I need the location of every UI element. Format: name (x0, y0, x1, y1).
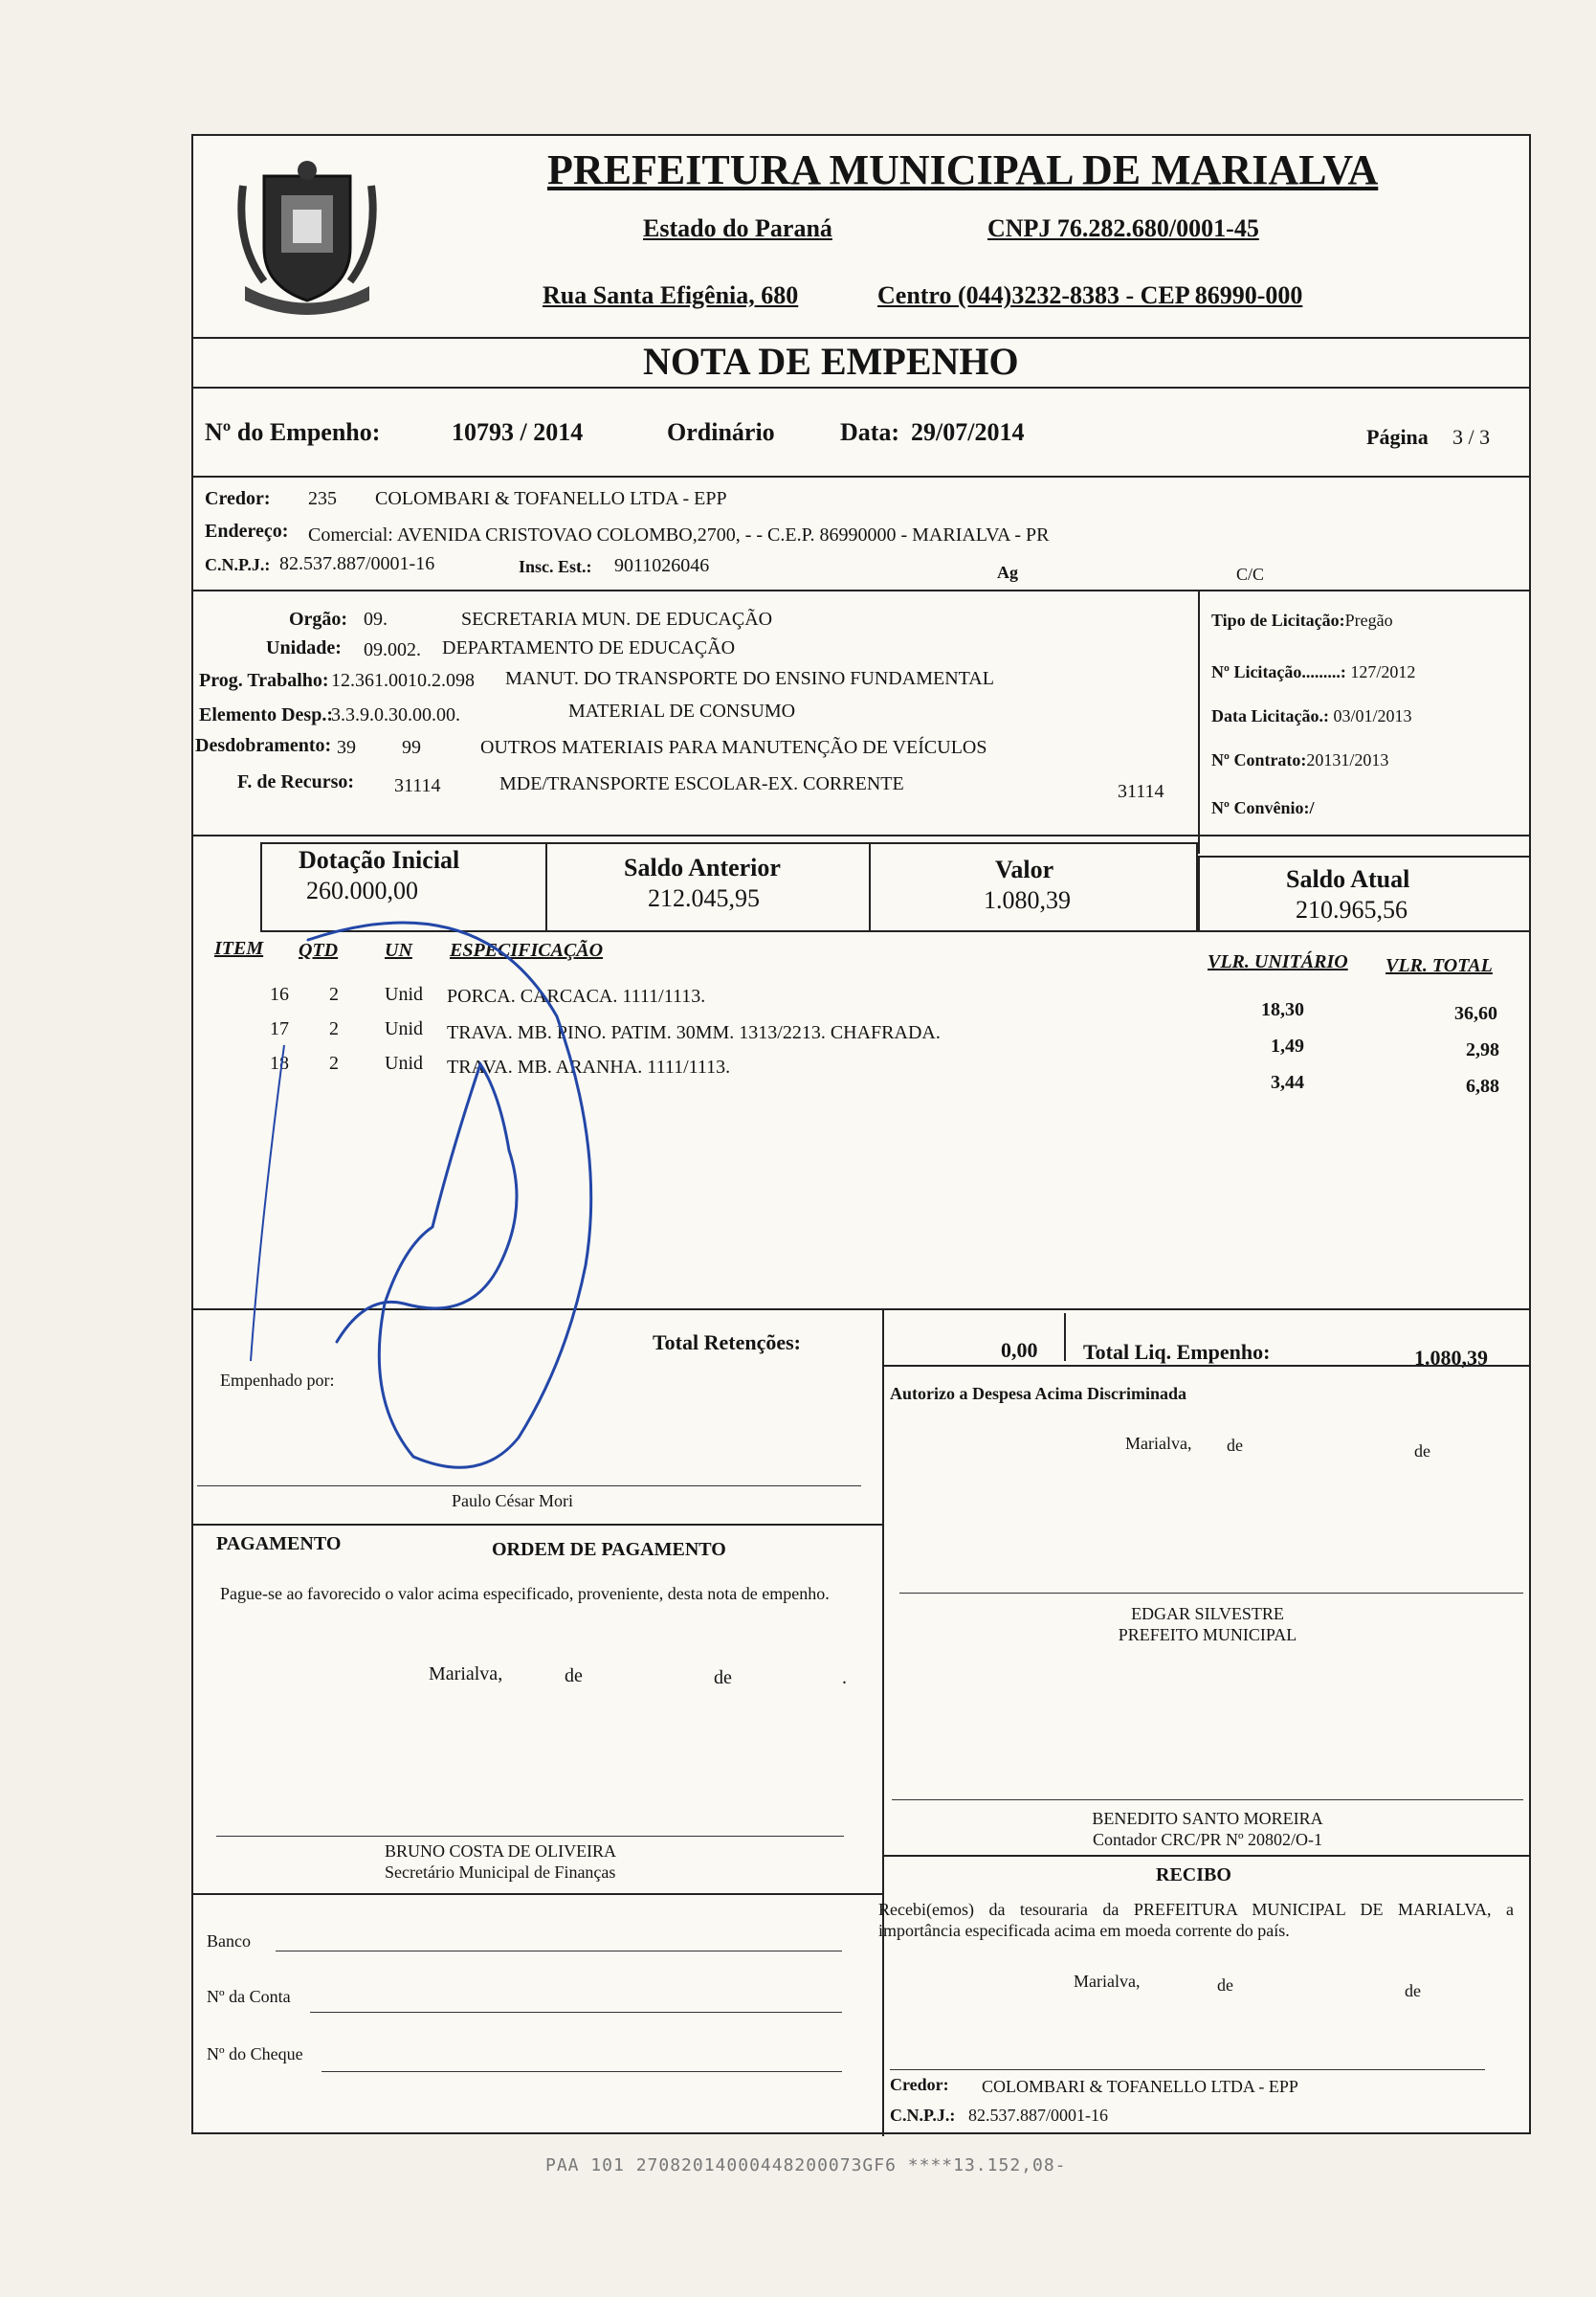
data-licitacao-label: Data Licitação.: 03/01/2013 (1211, 706, 1412, 725)
col-total: VLR. TOTAL (1385, 955, 1493, 976)
saldo-atual-value: 210.965,56 (1296, 896, 1408, 924)
contrato-label: Nº Contrato:20131/2013 (1211, 750, 1389, 769)
empenhado-label: Empenhado por: (220, 1371, 335, 1390)
fonte-name: MDE/TRANSPORTE ESCOLAR-EX. CORRENTE (499, 773, 904, 794)
elem-code: 3.3.9.0.30.00.00. (331, 704, 460, 725)
recibo-cnpj-label: C.N.P.J.: (890, 2106, 956, 2125)
dotacao-label: Dotação Inicial (299, 846, 460, 874)
header-cnpj: CNPJ 76.282.680/0001-45 (987, 214, 1259, 242)
conta-label: Nº da Conta (207, 1987, 291, 2006)
prog-name: MANUT. DO TRANSPORTE DO ENSINO FUNDAMENTAL (505, 668, 994, 689)
autorizo-de1: de (1227, 1436, 1243, 1455)
col-item: ITEM (214, 938, 264, 959)
payment-place: Marialva, (429, 1663, 503, 1684)
footer-code: PAA 101 27082014000448200073GF6 ****13.152,08- (545, 2155, 1067, 2175)
retencoes-label: Total Retenções: (653, 1330, 801, 1354)
retencoes-value: 0,00 (1001, 1338, 1038, 1362)
liq-label: Total Liq. Empenho: (1083, 1340, 1271, 1364)
desd-name: OUTROS MATERIAIS PARA MANUTENÇÃO DE VEÍCULOS (480, 737, 987, 758)
contador-name: BENEDITO SANTO MOREIRA (1092, 1809, 1323, 1828)
sec-name: BRUNO COSTA DE OLIVEIRA (385, 1841, 617, 1861)
pague-text: Pague-se ao favorecido o valor acima especificado, proveniente, desta nota de empenho. (220, 1584, 830, 1603)
payment-de2: de (714, 1667, 732, 1688)
col-qtd: QTD (299, 940, 339, 961)
insc-label: Insc. Est.: (519, 557, 592, 576)
empenho-date: 29/07/2014 (911, 418, 1025, 446)
credor-cnpj-label: C.N.P.J.: (205, 555, 271, 574)
prog-label: Prog. Trabalho: (199, 670, 329, 691)
empenhado-name: Paulo César Mori (452, 1491, 573, 1510)
item-total: 36,60 (1454, 1003, 1497, 1024)
pagamento-label: PAGAMENTO (216, 1533, 342, 1554)
header-district-phone: Centro (044)3232-8383 - CEP 86990-000 (877, 281, 1303, 309)
recibo-text: Recebi(emos) da tesouraria da PREFEITURA MUNICIPAL DE MARIALVA, a importância especificada acima em moeda corrente do país. (878, 1900, 1514, 1940)
desd-label: Desdobramento: (195, 735, 332, 756)
col-unit: VLR. UNITÁRIO (1208, 951, 1348, 972)
item-qtd: 2 (329, 984, 339, 1005)
sec-title: Secretário Municipal de Finanças (385, 1862, 616, 1882)
item-number: 17 (270, 1018, 289, 1039)
fonte-label: F. de Recurso: (237, 771, 355, 792)
contador-title: Contador CRC/PR Nº 20802/O-1 (1092, 1830, 1323, 1849)
recibo-label: RECIBO (1156, 1864, 1231, 1885)
nota-de-empenho-document (191, 134, 1531, 2134)
saldo-atual-label: Saldo Atual (1286, 865, 1410, 893)
cheque-label: Nº do Cheque (207, 2044, 303, 2063)
credor-code: 235 (308, 488, 337, 509)
page-number: 3 / 3 (1452, 425, 1491, 449)
recibo-de1: de (1217, 1975, 1233, 1995)
item-unit: 3,44 (1271, 1072, 1304, 1093)
fonte-code2: 31114 (1118, 781, 1164, 802)
credor-name: COLOMBARI & TOFANELLO LTDA - EPP (375, 488, 727, 509)
insc-value: 9011026046 (614, 555, 710, 576)
item-total: 2,98 (1466, 1039, 1499, 1060)
liq-value: 1.080,39 (1414, 1346, 1488, 1370)
credor-address: Comercial: AVENIDA CRISTOVAO COLOMBO,2700, - - C.E.P. 86990000 - MARIALVA - PR (308, 524, 1050, 546)
cc-label: C/C (1236, 565, 1265, 584)
autorizo-place: Marialva, (1125, 1434, 1192, 1453)
item-spec: TRAVA. MB. PINO. PATIM. 30MM. 1313/2213. CHAFRADA. (447, 1022, 941, 1043)
orgao-name: SECRETARIA MUN. DE EDUCAÇÃO (461, 609, 773, 630)
doc-title: NOTA DE EMPENHO (643, 340, 1019, 383)
convenio-label: Nº Convênio:/ (1211, 798, 1315, 817)
recibo-credor-label: Credor: (890, 2075, 949, 2094)
fonte-code: 31114 (394, 775, 441, 796)
valor-value: 1.080,39 (984, 886, 1071, 914)
banco-label: Banco (207, 1931, 251, 1951)
recibo-de2: de (1405, 1981, 1421, 2000)
recibo-cnpj: 82.537.887/0001-16 (968, 2106, 1108, 2125)
page-label: Página (1366, 425, 1429, 449)
tipo-licitacao-label: Tipo de Licitação:Pregão (1211, 611, 1393, 630)
recibo-place: Marialva, (1074, 1972, 1141, 1991)
item-total: 6,88 (1466, 1076, 1499, 1097)
orgao-label: Orgão: (289, 609, 348, 630)
item-unit: 1,49 (1271, 1036, 1304, 1057)
credor-cnpj: 82.537.887/0001-16 (279, 553, 435, 574)
item-un: Unid (385, 1053, 423, 1074)
autorizo-de2: de (1414, 1441, 1430, 1461)
dotacao-value: 260.000,00 (306, 877, 418, 904)
prog-code: 12.361.0010.2.098 (331, 670, 475, 691)
col-un: UN (385, 940, 412, 961)
autorizo-text: Autorizo a Despesa Acima Discriminada (890, 1384, 1186, 1403)
payment-dot: . (842, 1667, 847, 1688)
ordem-label: ORDEM DE PAGAMENTO (492, 1539, 726, 1560)
orgao-code: 09. (364, 609, 388, 630)
empenho-date-label: Data: (840, 418, 900, 446)
desd-code2: 99 (402, 737, 421, 758)
item-qtd: 2 (329, 1018, 339, 1039)
item-number: 16 (270, 984, 289, 1005)
header-state: Estado do Paraná (643, 214, 832, 242)
prefeito-title: PREFEITO MUNICIPAL (1118, 1625, 1297, 1644)
endereco-label: Endereço: (205, 521, 289, 542)
recibo-credor: COLOMBARI & TOFANELLO LTDA - EPP (982, 2077, 1298, 2096)
ag-label: Ag (997, 563, 1018, 582)
col-spec: ESPECIFICAÇÃO (450, 940, 604, 961)
empenho-type: Ordinário (667, 418, 775, 446)
item-spec: TRAVA. MB. ARANHA. 1111/1113. (447, 1057, 731, 1078)
payment-de1: de (565, 1665, 583, 1686)
handwritten-signature-icon (193, 863, 882, 1629)
empenho-label: Nº do Empenho: (205, 418, 381, 446)
desd-code1: 39 (337, 737, 356, 758)
saldo-anterior-label: Saldo Anterior (624, 854, 781, 881)
valor-label: Valor (995, 856, 1054, 883)
item-un: Unid (385, 1018, 423, 1039)
saldo-anterior-value: 212.045,95 (648, 884, 760, 912)
item-number: 18 (270, 1053, 289, 1074)
unidade-code: 09.002. (364, 639, 421, 660)
elem-name: MATERIAL DE CONSUMO (568, 701, 796, 722)
item-qtd: 2 (329, 1053, 339, 1074)
item-un: Unid (385, 984, 423, 1005)
header-address: Rua Santa Efigênia, 680 (543, 281, 799, 309)
item-spec: PORCA. CARCACA. 1111/1113. (447, 986, 706, 1007)
item-unit: 18,30 (1261, 999, 1304, 1020)
num-licitacao-label: Nº Licitação.........: 127/2012 (1211, 662, 1416, 681)
prefeito-name: EDGAR SILVESTRE (1131, 1604, 1284, 1623)
credor-label: Credor: (205, 488, 271, 509)
unidade-label: Unidade: (266, 637, 342, 658)
empenho-number: 10793 / 2014 (452, 418, 584, 446)
elem-label: Elemento Desp.: (199, 704, 333, 725)
header-title: PREFEITURA MUNICIPAL DE MARIALVA (547, 146, 1379, 193)
unidade-name: DEPARTAMENTO DE EDUCAÇÃO (442, 637, 736, 658)
municipal-coat-of-arms-icon (235, 157, 379, 315)
